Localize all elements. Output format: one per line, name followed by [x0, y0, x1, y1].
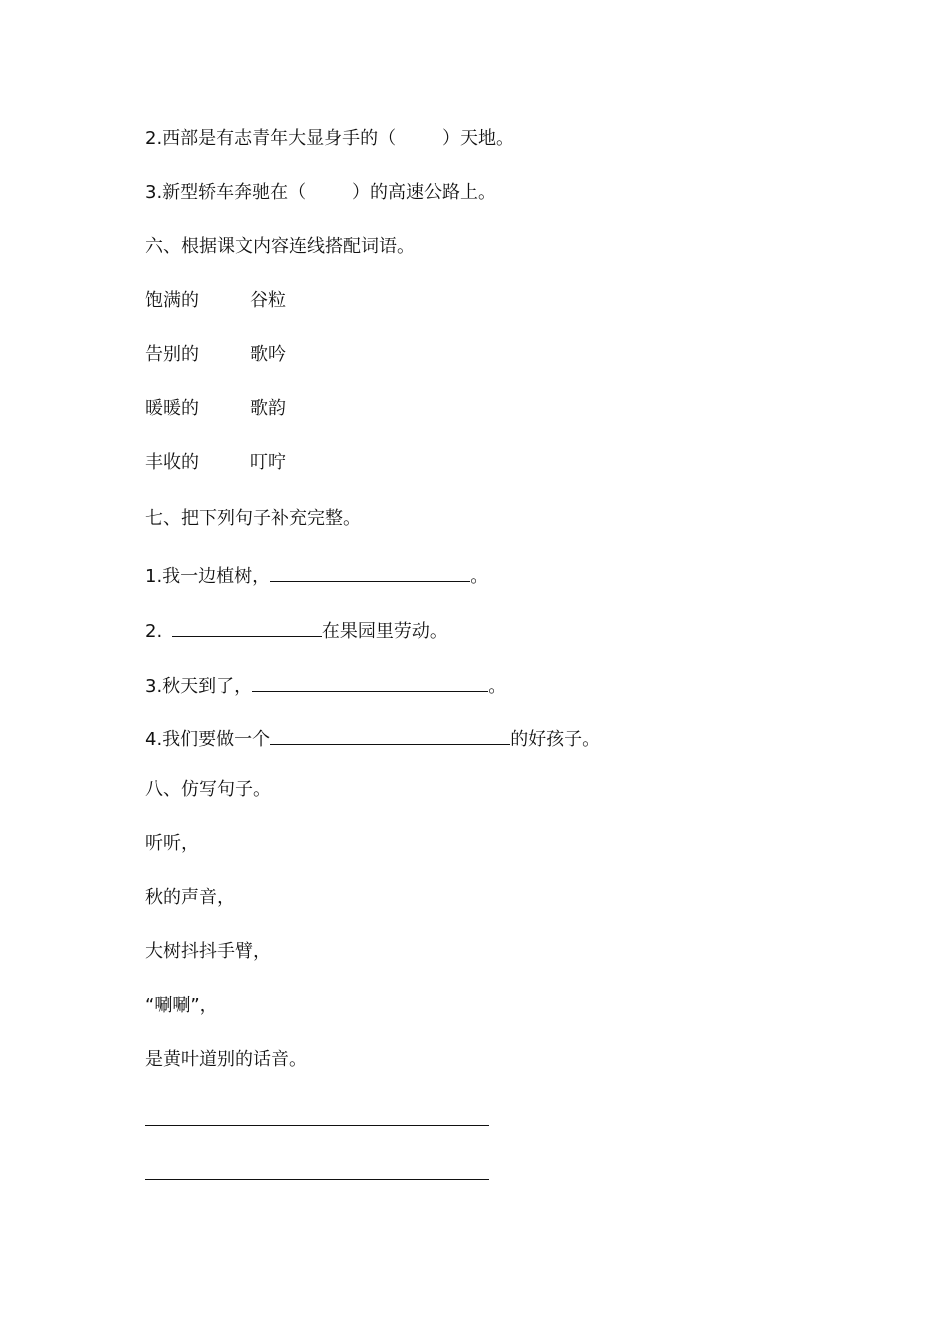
poem-line: 大树抖抖手臂， [145, 941, 271, 962]
pair-right: 歌吟 [250, 344, 286, 365]
word-pair [145, 397, 286, 421]
q2-text-before: 2.西部是有志青年大显身手的（ [145, 128, 397, 149]
word-pair [145, 289, 286, 313]
pair-left: 丰收的 [145, 452, 199, 473]
sentence-3 [145, 671, 506, 699]
poem-line: “唰唰”， [145, 995, 218, 1016]
section-6-title: 六、根据课文内容连线搭配词语。 [145, 236, 415, 257]
pair-left: 告别的 [145, 344, 199, 365]
pair-right: 叮咛 [250, 452, 286, 473]
poem-line: 是黄叶道别的话音。 [145, 1049, 307, 1070]
s1-text-before: 1.我一边植树， [145, 566, 271, 587]
poem-line: 听听， [145, 833, 199, 854]
s4-blank[interactable] [270, 724, 510, 745]
question-3 [145, 181, 496, 205]
s1-text-after: 。 [470, 566, 489, 587]
word-pair [145, 343, 286, 367]
answer-line-1[interactable] [145, 1125, 489, 1126]
question-2 [145, 127, 514, 151]
s3-text-after: 。 [488, 676, 507, 697]
q3-text-after: ）的高速公路上。 [351, 182, 496, 203]
pair-right: 谷粒 [250, 290, 286, 311]
q3-gap[interactable] [306, 182, 352, 203]
s1-blank[interactable] [270, 561, 470, 582]
section-8-title: 八、仿写句子。 [145, 779, 271, 800]
poem-line: 秋的声音， [145, 887, 235, 908]
s4-text-before: 4.我们要做一个 [145, 729, 271, 750]
section-7-title: 七、把下列句子补充完整。 [145, 508, 361, 529]
sentence-4 [145, 724, 600, 752]
s4-text-after: 的好孩子。 [510, 729, 601, 750]
s3-text-before: 3.秋天到了， [145, 676, 253, 697]
pair-left: 饱满的 [145, 290, 199, 311]
s3-blank[interactable] [252, 671, 488, 692]
sentence-1 [145, 561, 488, 589]
q2-gap[interactable] [396, 128, 442, 149]
pair-left: 暖暖的 [145, 398, 199, 419]
q3-text-before: 3.新型轿车奔驰在（ [145, 182, 307, 203]
s2-text-before: 2. [145, 621, 168, 642]
pair-right: 歌韵 [250, 398, 286, 419]
sentence-2 [145, 616, 448, 644]
s2-text-after: 在果园里劳动。 [321, 621, 448, 642]
word-pair [145, 451, 286, 475]
s2-blank[interactable] [172, 616, 322, 637]
answer-line-2[interactable] [145, 1179, 489, 1180]
q2-text-after: ）天地。 [441, 128, 514, 149]
